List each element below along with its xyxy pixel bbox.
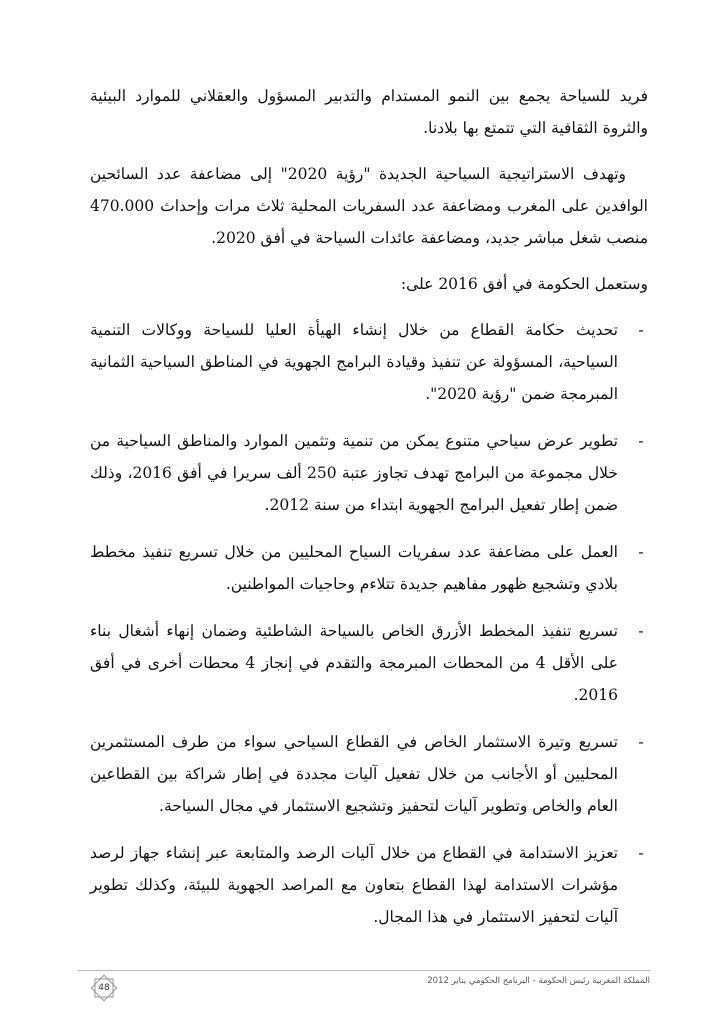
- list-item-domestic-travel: [90, 536, 648, 600]
- list-item-text: تعزيز الاستدامة في القطاع من خلال آليات الرصد والمتابعة عبر إنشاء جهاز لرصد مؤشرات الاستدامة لهذا القطاع بتعاون مع المراصد الجهوية للبيئة، وكذلك تطوير آليات لتحفيز الاستثمار في هذا المجال.: [90, 844, 618, 926]
- document-body: [90, 80, 648, 948]
- page-number: 48: [98, 983, 110, 993]
- footer-caption: المملكة المغربية رئيس الحكومة - البرنامج الحكومي يناير 2012: [427, 976, 650, 986]
- bullet-dash: -: [638, 321, 644, 339]
- page-number-badge: [90, 974, 118, 1002]
- bullet-dash: -: [638, 543, 644, 561]
- list-item-governance: [90, 314, 648, 410]
- paragraph-intro-continuation: فريد للسياحة يجمع بين النمو المستدام والتدبير المسؤول والعقلاني للموارد البيئية والثروة الثقافية التي تتمتع بها بلادنا.: [90, 87, 648, 137]
- bullet-list-lead: وستعمل الحكومة في أفق 2016 على:: [400, 275, 648, 293]
- list-item-private-investment: [90, 726, 648, 822]
- paragraph-vision-2020: وتهدف الاستراتيجية السياحية الجديدة "رؤية 2020" إلى مضاعفة عدد السائحين الوافدين على المغرب ومضاعفة عدد السفريات المحلية ثلاث مرات وإحداث 470.000 منصب شغل مباشر جديد، ومضاعفة عائدات السياحة في أفق 2020.: [90, 165, 648, 247]
- list-item-text: تطوير عرض سياحي متنوع يمكن من تنمية وتثمين الموارد والمناطق السياحية من خلال مجموعة من البرامج تهدف تجاوز عتبة 250 ألف سريرا في أفق 2016، وذلك ضمن إطار تفعيل البرامج الجهوية ابتداء من سنة 2012.: [90, 432, 618, 514]
- footer-divider: [78, 970, 650, 971]
- list-item-sustainability: [90, 837, 648, 933]
- list-item-text: تسريع تنفيذ المخطط الأزرق الخاص بالسياحة الشاطئية وضمان إنهاء أشغال بناء على الأقل 4 من المحطات المبرمجة والتقدم في إنجاز 4 محطات أخرى في أفق 2016.: [90, 622, 618, 704]
- bullet-dash: -: [638, 844, 644, 862]
- bullet-dash: -: [638, 622, 644, 640]
- bullet-dash: -: [638, 733, 644, 751]
- list-item-text: تسريع وتيرة الاستثمار الخاص في القطاع السياحي سواء من طرف المستثمرين المحليين أو الأجانب من خلال تفعيل آليات مجددة في إطار شراكة بين القطاعين العام والخاص وتطوير آليات لتحفيز وتشجيع الاستثمار في مجال السياحة.: [90, 733, 618, 815]
- list-item-text: العمل على مضاعفة عدد سفريات السياح المحليين من خلال تسريع تنفيذ مخطط بلادي وتشجيع ظهور مفاهيم جديدة تتلاءم وحاجيات المواطنين.: [90, 543, 618, 593]
- list-item-text: تحديث حكامة القطاع من خلال إنشاء الهيأة العليا للسياحة ووكالات التنمية السياحية، المسؤولة عن تنفيذ وقيادة البرامج الجهوية في المناطق السياحية الثمانية المبرمجة ضمن "رؤية 2020".: [90, 321, 618, 403]
- list-item-blue-plan: [90, 615, 648, 711]
- commitments-list: [90, 314, 648, 933]
- list-item-tourism-offer: [90, 425, 648, 521]
- bullet-dash: -: [638, 432, 644, 450]
- page-footer: [78, 970, 650, 1006]
